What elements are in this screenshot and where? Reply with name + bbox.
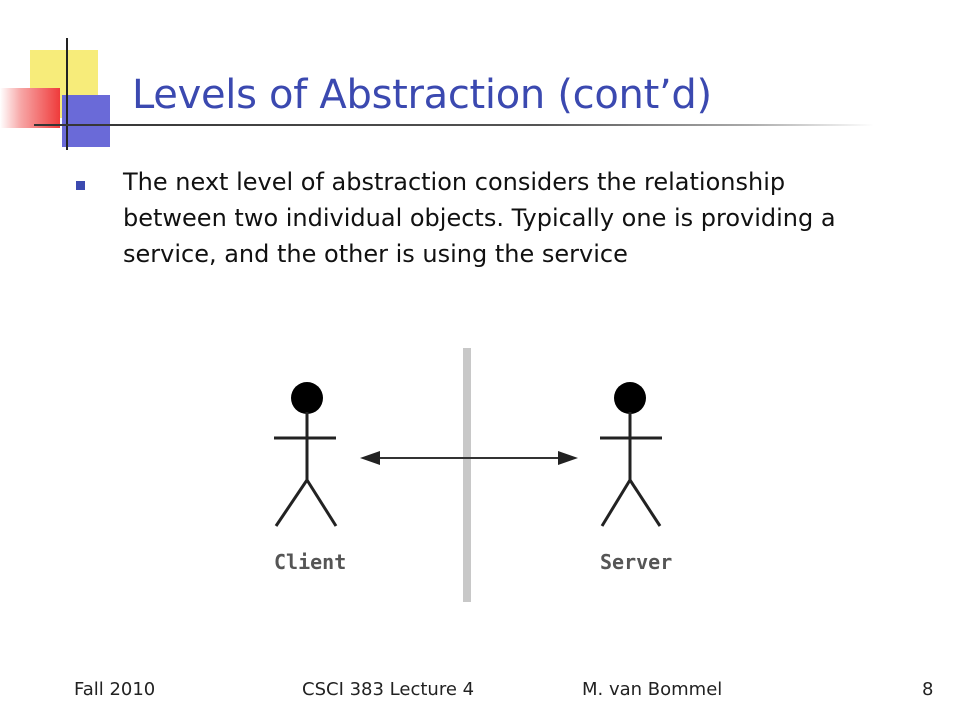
title-underline — [34, 124, 874, 126]
footer-course: CSCI 383 Lecture 4 — [302, 679, 475, 700]
slide-title: Levels of Abstraction (cont’d) — [132, 72, 712, 118]
bullet-marker — [76, 181, 85, 190]
page-number: 8 — [922, 679, 934, 700]
bullet-text: The next level of abstraction considers the relationship between two individual objects. Typically one is providing a service, and the other is using the service — [123, 168, 836, 268]
server-label: Server — [600, 550, 673, 574]
client-server-diagram — [262, 340, 672, 610]
footer-author: M. van Bommel — [582, 679, 723, 700]
footer-term: Fall 2010 — [74, 679, 156, 700]
client-figure-icon — [274, 382, 336, 526]
divider-bar — [463, 348, 471, 602]
decor-blue-square — [62, 95, 110, 147]
server-figure-icon — [600, 382, 662, 526]
client-label: Client — [274, 550, 347, 574]
decor-vertical-line — [66, 38, 68, 150]
decor-red-square — [0, 88, 60, 128]
